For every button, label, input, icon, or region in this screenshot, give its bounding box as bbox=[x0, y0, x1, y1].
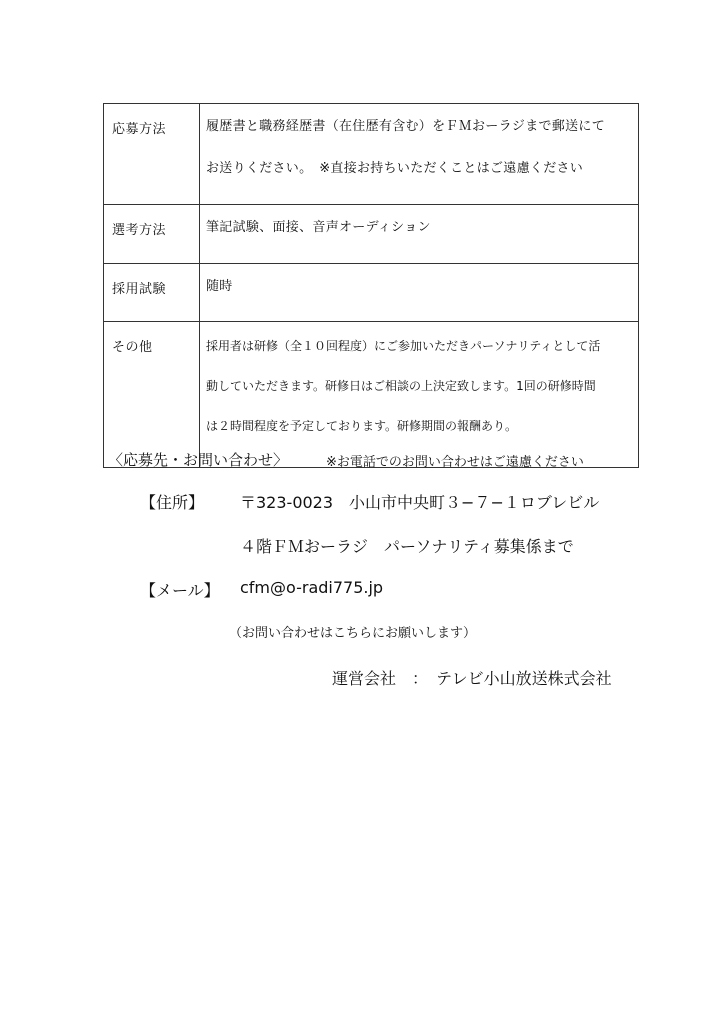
address-line-1: 〒323-0023 小山市中央町３−７−１ロブレビル bbox=[240, 493, 600, 512]
mail-label: 【メール】 bbox=[140, 581, 220, 600]
row-label: 採用試験 bbox=[104, 264, 200, 322]
row-content-line: は２時間程度を予定しております。研修期間の報酬あり。 bbox=[206, 419, 518, 433]
row-label: 選考方法 bbox=[104, 205, 200, 264]
contact-heading: 〈応募先・お問い合わせ〉 bbox=[108, 451, 289, 469]
email-address: cfm@o-radi775.jp bbox=[240, 578, 384, 597]
table-row-other bbox=[104, 322, 639, 468]
row-content-line: 履歴書と職務経歴書（在住歴有含む）をＦＭおーラジまで郵送にて bbox=[206, 119, 606, 134]
table-row-hiring-exam bbox=[104, 264, 639, 322]
operating-company: 運営会社 ： テレビ小山放送株式会社 bbox=[332, 669, 612, 688]
table-row-application-method bbox=[104, 104, 639, 205]
row-content-line: 採用者は研修（全１０回程度）にご参加いただきパーソナリティとして活 bbox=[206, 339, 601, 353]
mail-note: （お問い合わせはこちらにお願いします） bbox=[229, 626, 477, 641]
row-label: 応募方法 bbox=[104, 104, 200, 205]
row-content bbox=[200, 205, 639, 264]
table-row-selection-method bbox=[104, 205, 639, 264]
phone-note: ※お電話でのお問い合わせはご遠慮ください bbox=[326, 455, 584, 470]
row-content-line: 筆記試験、面接、音声オーディション bbox=[206, 220, 431, 235]
row-content-line: お送りください。 ※直接お持ちいただくことはご遠慮ください bbox=[206, 161, 584, 176]
row-label: その他 bbox=[104, 322, 200, 468]
row-content bbox=[200, 104, 639, 205]
row-content bbox=[200, 264, 639, 322]
address-label: 【住所】 bbox=[140, 493, 205, 512]
recruitment-info-table bbox=[103, 103, 639, 468]
row-content-line: 動していただきます。研修日はご相談の上決定致します。1回の研修時間 bbox=[206, 379, 596, 393]
address-line-2: ４階ＦＭおーラジ パーソナリティ募集係まで bbox=[240, 537, 574, 556]
row-content bbox=[200, 322, 639, 468]
row-content-line: 随時 bbox=[206, 279, 233, 294]
